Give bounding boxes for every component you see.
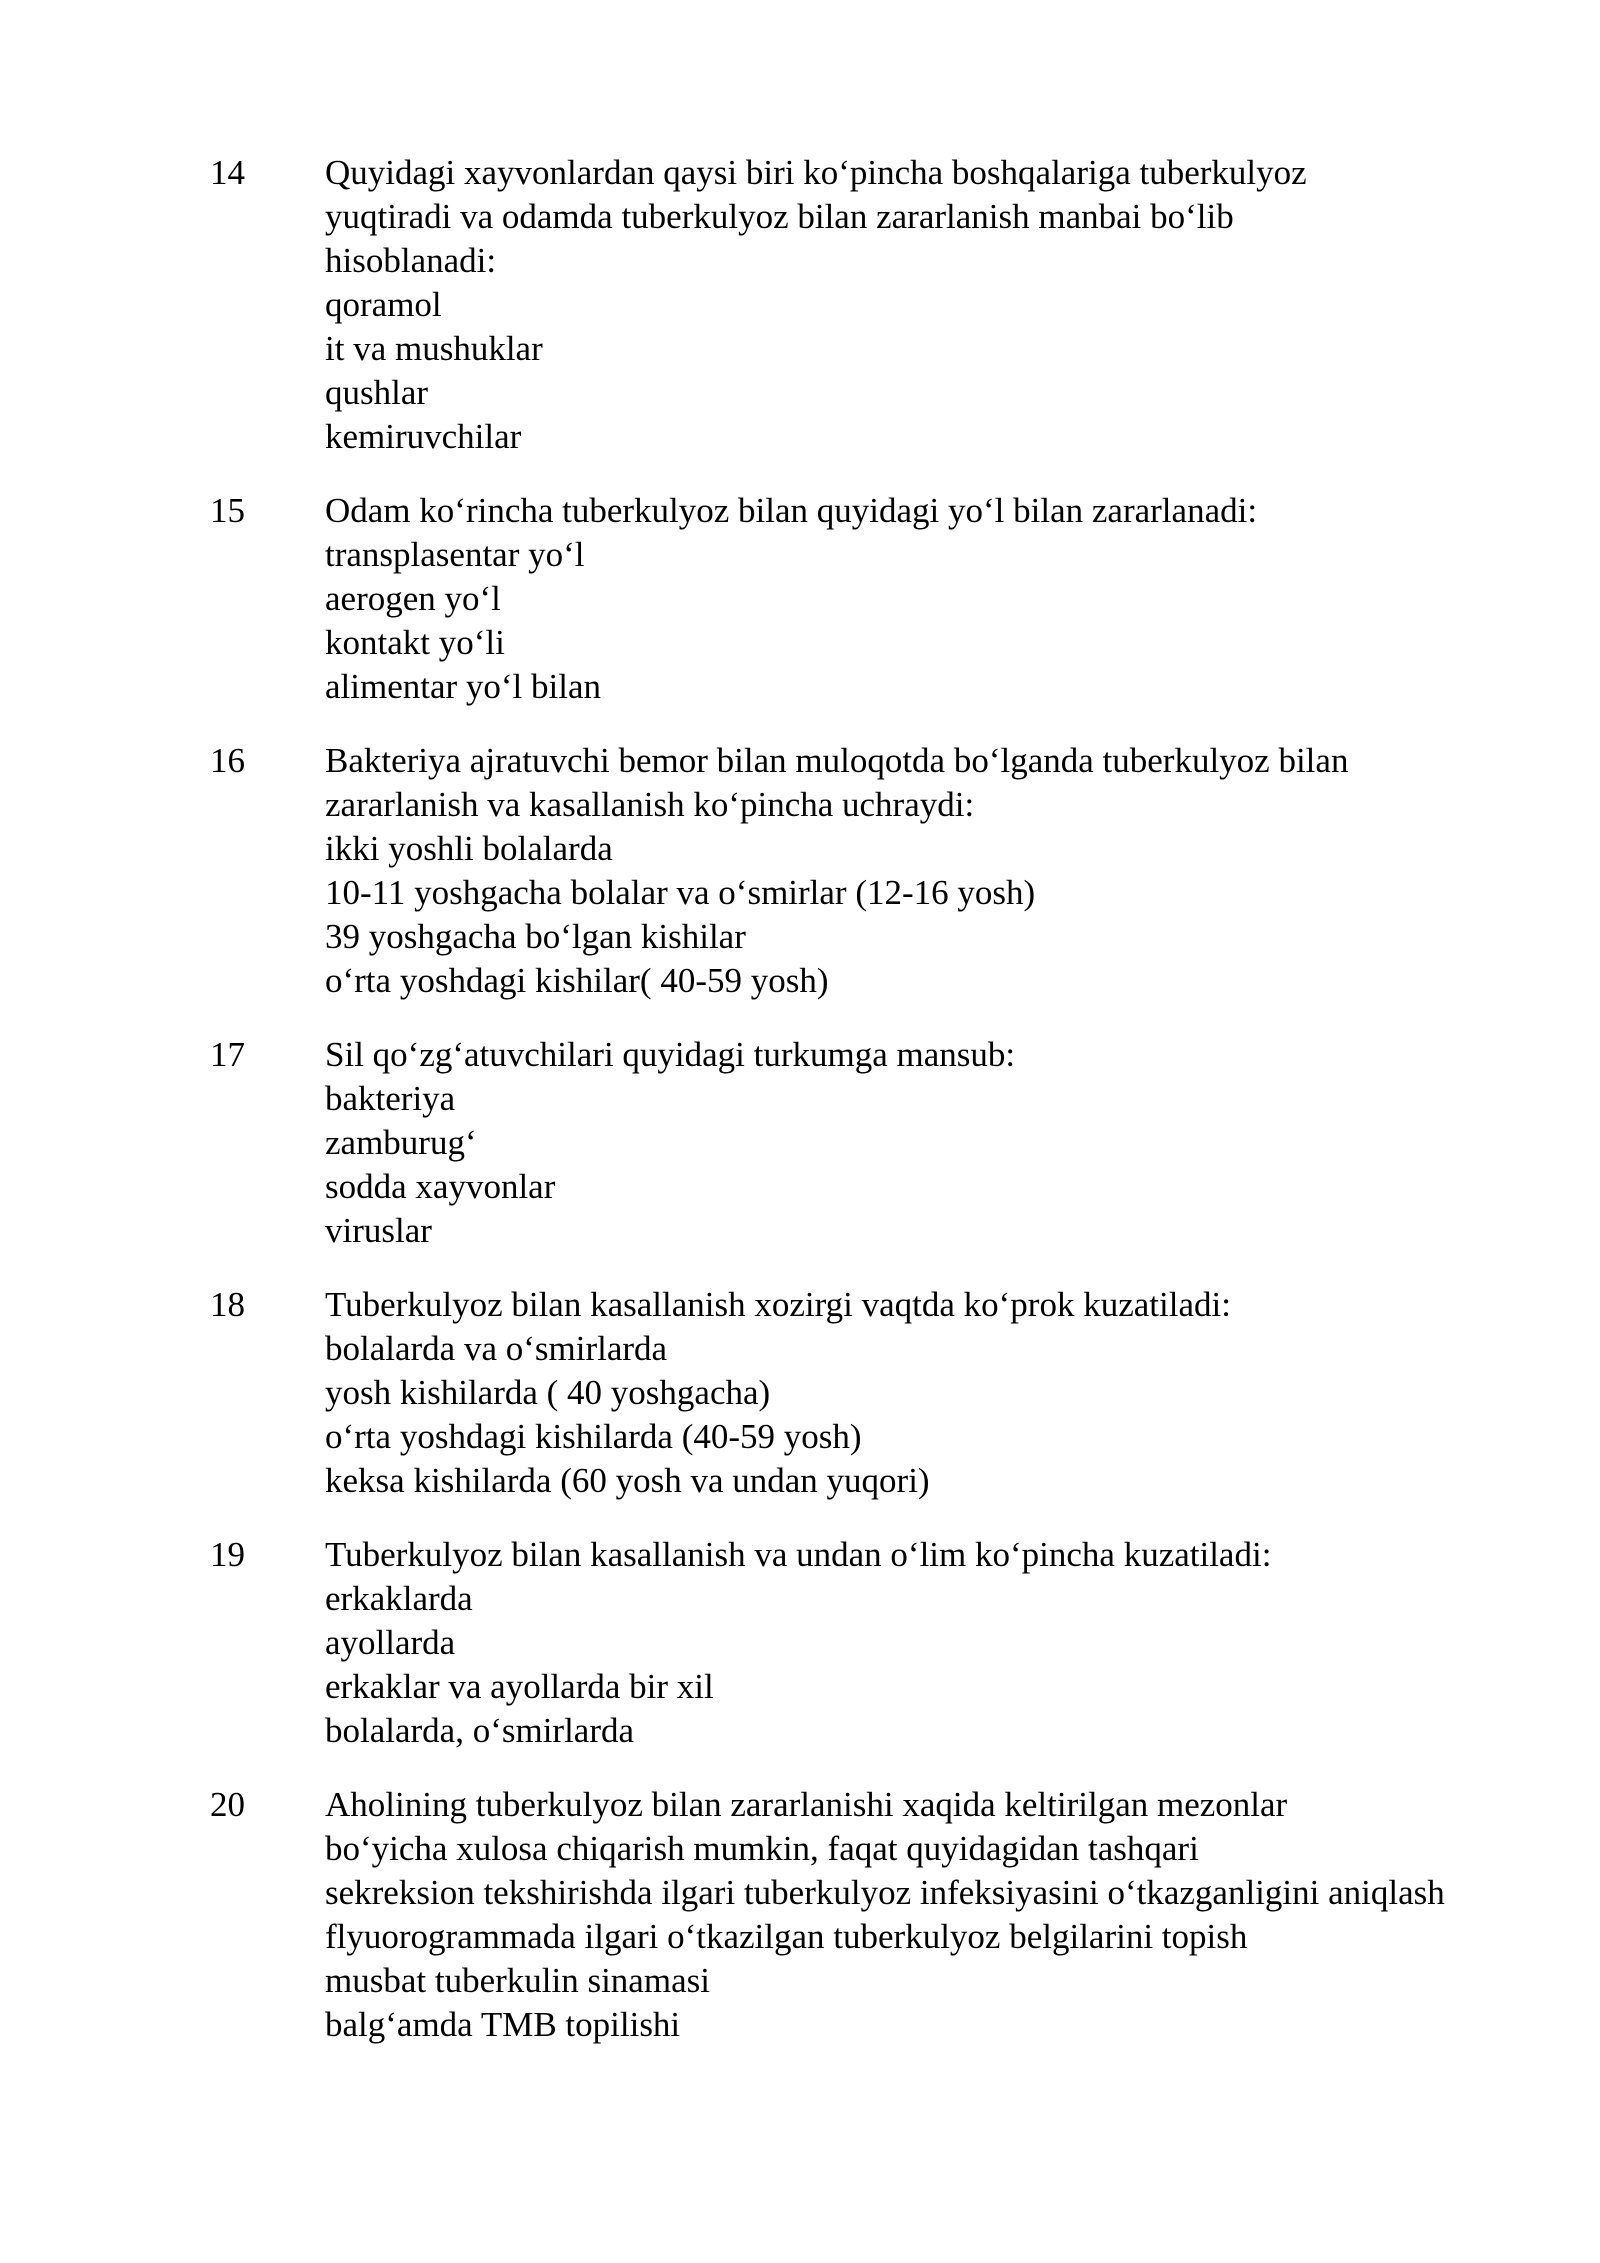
answer-option: bolalarda, o‘smirlarda	[325, 1711, 635, 1750]
answer-option: qushlar	[325, 373, 429, 412]
question-19	[210, 1533, 1450, 1753]
question-text-line: Quyidagi xayvonlardan qaysi biri ko‘pincha boshqalariga tuberkulyoz	[325, 153, 1307, 192]
answer-option: musbat tuberkulin sinamasi	[325, 1961, 710, 2000]
question-number: 16	[210, 741, 245, 780]
question-text-line: Tuberkulyoz bilan kasallanish va undan o‘lim ko‘pincha kuzatiladi:	[325, 1535, 1272, 1574]
question-text-line: hisoblanadi:	[325, 241, 497, 280]
question-number: 14	[210, 153, 245, 192]
question-text-line: Sil qo‘zg‘atuvchilari quyidagi turkumga mansub:	[325, 1035, 1016, 1074]
question-text-line: yuqtiradi va odamda tuberkulyoz bilan zararlanish manbai bo‘lib	[325, 197, 1234, 236]
answer-option: bolalarda va o‘smirlarda	[325, 1329, 668, 1368]
answer-option: qoramol	[325, 285, 442, 324]
answer-option: ikki yoshli bolalarda	[325, 829, 613, 868]
answer-option: erkaklarda	[325, 1579, 473, 1618]
answer-option: sekreksion tekshirishda ilgari tuberkulyoz infeksiyasini o‘tkazganligini aniqlash	[325, 1873, 1445, 1912]
answer-option: transplasentar yo‘l	[325, 535, 585, 574]
question-14	[210, 151, 1450, 459]
answer-option: viruslar	[325, 1211, 432, 1250]
answer-option: it va mushuklar	[325, 329, 543, 368]
answer-option: sodda xayvonlar	[325, 1167, 556, 1206]
question-list	[210, 151, 1450, 2077]
question-text-line: Bakteriya ajratuvchi bemor bilan muloqotda bo‘lganda tuberkulyoz bilan	[325, 741, 1349, 780]
question-16	[210, 739, 1450, 1003]
question-body	[325, 739, 1450, 1003]
question-18	[210, 1283, 1450, 1503]
question-text-line: Aholining tuberkulyoz bilan zararlanishi xaqida keltirilgan mezonlar	[325, 1785, 1288, 1824]
answer-option: balg‘amda TMB topilishi	[325, 2005, 681, 2044]
question-text-line: Odam ko‘rincha tuberkulyoz bilan quyidagi yo‘l bilan zararlanadi:	[325, 491, 1258, 530]
answer-option: 39 yoshgacha bo‘lgan kishilar	[325, 917, 746, 956]
answer-option: erkaklar va ayollarda bir xil	[325, 1667, 714, 1706]
answer-option: o‘rta yoshdagi kishilar( 40-59 yosh)	[325, 961, 829, 1000]
question-20	[210, 1783, 1450, 2047]
question-number: 20	[210, 1785, 245, 1824]
answer-option: kontakt yo‘li	[325, 623, 505, 662]
answer-option: bakteriya	[325, 1079, 456, 1118]
answer-option: 10-11 yoshgacha bolalar va o‘smirlar (12-16 yosh)	[325, 873, 1036, 912]
question-number: 17	[210, 1035, 245, 1074]
answer-option: alimentar yo‘l bilan	[325, 667, 602, 706]
answer-option: zamburug‘	[325, 1123, 477, 1162]
answer-option: kemiruvchilar	[325, 417, 522, 456]
question-number: 19	[210, 1535, 245, 1574]
question-17	[210, 1033, 1450, 1253]
question-body	[325, 1283, 1450, 1503]
answer-option: flyuorogrammada ilgari o‘tkazilgan tuberkulyoz belgilarini topish	[325, 1917, 1248, 1956]
question-text-line: Tuberkulyoz bilan kasallanish xozirgi vaqtda ko‘prok kuzatiladi:	[325, 1285, 1231, 1324]
answer-option: keksa kishilarda (60 yosh va undan yuqori)	[325, 1461, 930, 1500]
question-body	[325, 151, 1450, 459]
question-body	[325, 489, 1450, 709]
answer-option: yosh kishilarda ( 40 yoshgacha)	[325, 1373, 771, 1412]
question-text-line: bo‘yicha xulosa chiqarish mumkin, faqat quyidagidan tashqari	[325, 1829, 1199, 1868]
question-number: 15	[210, 491, 245, 530]
question-15	[210, 489, 1450, 709]
question-body	[325, 1533, 1450, 1753]
question-body	[325, 1033, 1450, 1253]
question-body	[325, 1783, 1450, 2047]
question-text-line: zararlanish va kasallanish ko‘pincha uchraydi:	[325, 785, 975, 824]
question-number: 18	[210, 1285, 245, 1324]
answer-option: aerogen yo‘l	[325, 579, 501, 618]
answer-option: ayollarda	[325, 1623, 456, 1662]
answer-option: o‘rta yoshdagi kishilarda (40-59 yosh)	[325, 1417, 862, 1456]
